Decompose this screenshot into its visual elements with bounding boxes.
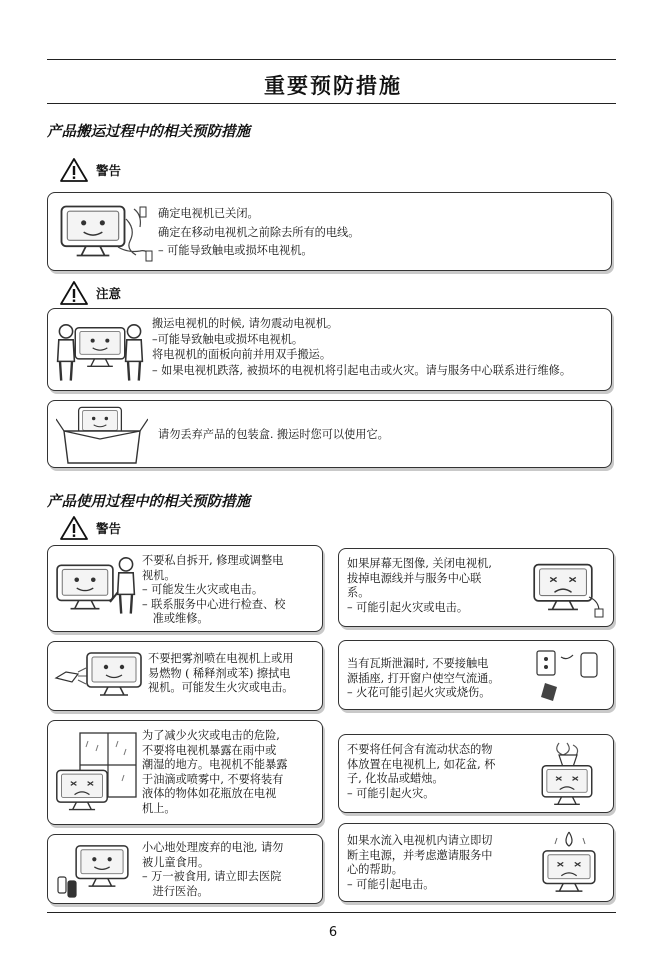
section-heading-usage: 产品使用过程中的相关预防措施 (47, 494, 250, 510)
transport-box-power-off-text (158, 207, 359, 259)
text-line: 搬运电视机的时候, 请勿震动电视机。 (152, 317, 339, 330)
text-line: 易燃物 ( 稀释剂或苯) 擦拭电 (148, 666, 291, 680)
usage-box-no-picture (338, 548, 614, 627)
text-line: 潮湿的地方。电视机不能暴露 (142, 758, 288, 772)
text-line: 视机。 (142, 568, 176, 582)
text-line: 断主电源，并考虑邀请服务中 (347, 848, 493, 862)
tv-vase-illustration (533, 739, 607, 809)
tv-unplug-illustration (529, 557, 607, 619)
transport-box-power-off (47, 192, 612, 271)
warning-label (60, 156, 121, 184)
warning-triangle-icon (60, 157, 88, 183)
caution-label (60, 279, 121, 307)
transport-box-packaging-text (158, 428, 389, 443)
text-line: 不要把雾剂喷在电视机上或用 (148, 652, 294, 665)
text-line: – 可能发生火灾或电击。 (142, 583, 264, 597)
page-number: 6 (328, 925, 338, 940)
text-line: 准或维修。 (142, 612, 209, 626)
text-line: – 可能引起火灾。 (347, 786, 435, 800)
text-line: 源插座, 打开窗户使空气流通。 (347, 671, 500, 685)
transport-box-carry (47, 308, 612, 391)
text-line: – 火花可能引起火灾或烧伤。 (347, 686, 491, 700)
text-line: – 可能导致触电或损坏电视机。 (158, 244, 313, 258)
text-line: 确定电视机已关闭。 (158, 207, 259, 220)
text-line: 系。 (347, 586, 370, 600)
text-line: – 可能引起火灾或电击。 (347, 600, 469, 614)
text-line: 当有瓦斯泄漏时, 不要接触电 (347, 657, 489, 670)
usage-box-gas-leak (338, 640, 614, 710)
caution-label-text: 注意 (96, 286, 122, 301)
two-people-carrying-tv-illustration (54, 317, 146, 385)
usage-box-disassemble (47, 545, 323, 632)
text-line: 进行医治。 (142, 884, 209, 898)
usage-box-disassemble-text (142, 554, 285, 627)
bottom-rule (47, 912, 616, 913)
tv-window-rain-illustration (54, 731, 140, 817)
top-rule (47, 59, 616, 60)
usage-box-no-picture-text (347, 557, 492, 615)
usage-warning-label-text: 警告 (96, 521, 122, 536)
text-line: 被儿童食用。 (142, 855, 210, 869)
page-title: 重要预防措施 (264, 74, 402, 98)
tv-repair-illustration (54, 556, 140, 620)
text-line: 不要将电视机暴露在雨中或 (142, 743, 277, 757)
usage-box-battery (47, 834, 323, 904)
text-line: 不要将任何含有流动状态的物 (347, 743, 493, 756)
gas-outlet-illustration (531, 647, 607, 705)
text-line: 将电视机的面板向前并用双手搬运。 (152, 348, 332, 362)
text-line: –可能导致触电或损坏电视机。 (152, 332, 304, 346)
text-line: 机上。 (142, 801, 176, 815)
usage-box-spray (47, 641, 323, 711)
usage-box-spray-text (148, 652, 293, 696)
transport-box-carry-text (152, 317, 571, 378)
title-rule (47, 103, 616, 104)
text-line: – 可能引起电击。 (347, 877, 435, 891)
usage-box-rain-text (142, 729, 287, 817)
text-line: 心的帮助。 (347, 863, 403, 877)
tv-water-illustration (535, 830, 607, 896)
text-line: 体放置在电视机上, 如花盆, 杯 (347, 757, 496, 771)
usage-box-water (338, 823, 614, 902)
usage-box-water-text (347, 834, 492, 892)
tv-in-box-illustration (56, 405, 148, 465)
text-line: 拔掉电源线并与服务中心联 (347, 571, 482, 585)
usage-box-battery-text (142, 841, 283, 899)
text-line: 小心地处理废弃的电池, 请勿 (142, 841, 284, 854)
text-line: – 如果电视机跌落, 被损坏的电视机将引起电击或火灾。请与服务中心联系进行维修。 (152, 363, 572, 377)
text-line: 为了减少火灾或电击的危险, (142, 729, 280, 742)
text-line: 如果水流入电视机内请立即切 (347, 834, 493, 847)
tv-battery-illustration (54, 841, 142, 899)
usage-box-rain (47, 720, 323, 825)
warning-triangle-icon (60, 515, 88, 541)
tv-cables-illustration (56, 199, 156, 265)
text-line: 确定在移动电视机之前除去所有的电线。 (158, 225, 360, 239)
text-line: 于油滴或喷雾中, 不要将装有 (142, 772, 284, 786)
usage-warning-label (60, 514, 121, 542)
section-heading-transport: 产品搬运过程中的相关预防措施 (47, 124, 250, 140)
usage-box-liquids-text (347, 743, 495, 801)
caution-triangle-icon (60, 280, 88, 306)
tv-spray-illustration (54, 648, 144, 704)
usage-box-liquids (338, 734, 614, 813)
text-line: 视机。可能发生火灾或电击。 (148, 681, 294, 695)
text-line: 液体的物体如花瓶放在电视 (142, 787, 277, 801)
text-line: 请勿丢弃产品的包装盒. 搬运时您可以使用它。 (158, 428, 389, 441)
warning-label-text: 警告 (96, 163, 122, 178)
text-line: 不要私自拆开, 修理或调整电 (142, 554, 284, 567)
text-line: 子, 化妆品或蜡烛。 (347, 772, 444, 786)
usage-box-gas-leak-text (347, 657, 500, 701)
transport-box-packaging (47, 400, 612, 468)
text-line: 如果屏幕无图像, 关闭电视机, (347, 557, 492, 570)
text-line: – 万一被食用, 请立即去医院 (142, 870, 282, 884)
text-line: – 联系服务中心进行检查、校 (142, 597, 286, 611)
